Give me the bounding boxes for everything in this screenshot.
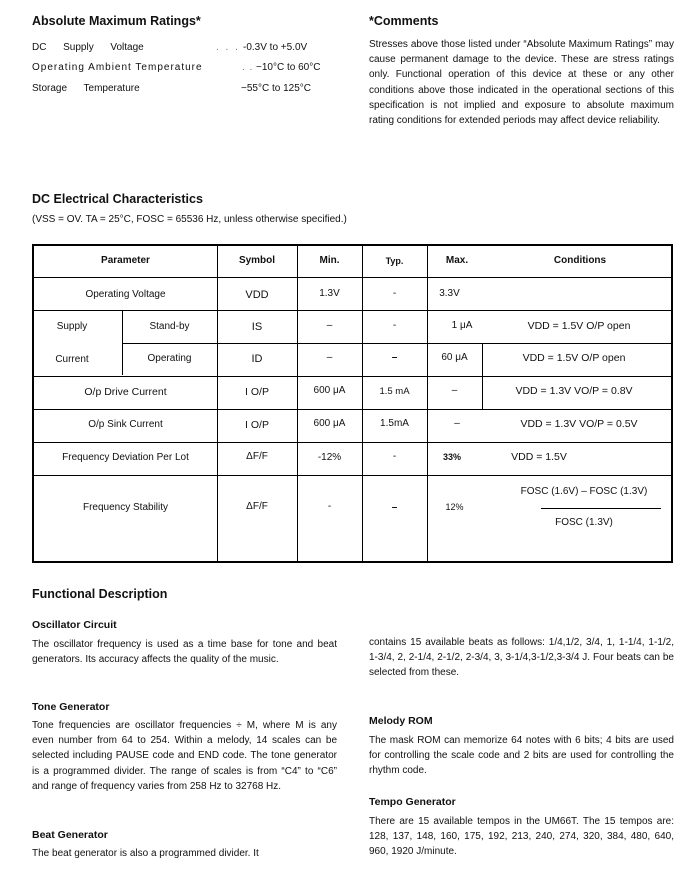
row-stab-symbol: ΔF/F bbox=[246, 501, 268, 512]
row-operating-cond: VDD = 1.5V O/P open bbox=[522, 352, 626, 364]
row-dev-param: Frequency Deviation Per Lot bbox=[62, 452, 189, 463]
row-sink-max: – bbox=[454, 418, 460, 429]
tone-title: Tone Generator bbox=[32, 701, 110, 713]
row-dev-max: 33% bbox=[442, 452, 461, 462]
abs-row-label: Storage Temperature bbox=[32, 83, 140, 94]
row-dev-typ: - bbox=[392, 451, 397, 462]
row-stab-cond-den: FOSC (1.3V) bbox=[555, 517, 613, 528]
row-stab-cond-num: FOSC (1.6V) – FOSC (1.3V) bbox=[520, 486, 648, 497]
rom-text: The mask ROM can memorize 64 notes with 6 bits; 4 bits are used for controlling the scale code and 2 bits are used for controlling the rhythm code. bbox=[369, 735, 674, 777]
row-stab-max: 12% bbox=[445, 502, 464, 512]
row-opvoltage-typ: - bbox=[392, 288, 397, 299]
abs-row-dots: . . . bbox=[216, 42, 240, 53]
row-dev-min: -12% bbox=[317, 452, 342, 463]
func-title: Functional Description bbox=[32, 587, 168, 601]
osc-title: Oscillator Circuit bbox=[32, 619, 117, 631]
abs-row-value: −55°C to 125°C bbox=[241, 83, 311, 94]
abs-row-label: Operating Ambient Temperature bbox=[32, 62, 203, 73]
row-sink-param: O/p Sink Current bbox=[88, 419, 163, 430]
tone-text: Tone frequencies are oscillator frequencies ÷ M, where M is any even number from 64 to 254. Within a melody, 14 scales can be selected including PAUSE code and END code. The tone generator is a programmed divider. The range of scales is from “C4” to “C6” and range of frequency varies from 258 Hz to 32768 Hz. bbox=[32, 720, 337, 792]
rom-title: Melody ROM bbox=[369, 715, 433, 727]
tempo-title: Tempo Generator bbox=[369, 796, 456, 808]
abs-row-temp bbox=[32, 62, 342, 73]
abs-row-label: DC Supply Voltage bbox=[32, 42, 144, 53]
beat-text: The beat generator is also a programmed divider. It bbox=[32, 848, 259, 859]
tempo-text: There are 15 available tempos in the UM66T. The 15 tempos are: 128, 137, 148, 160, 175, 192, 213, 240, 274, 320, 384, 480, 640, 960, 1920 J/minute. bbox=[369, 816, 674, 858]
row-opvoltage-param: Operating Voltage bbox=[85, 289, 166, 300]
row-drive-typ: 1.5 mA bbox=[379, 386, 410, 397]
row-opvoltage-min: 1.3V bbox=[319, 288, 340, 299]
row-stab-typ: – bbox=[391, 502, 398, 513]
comments-title: *Comments bbox=[369, 14, 439, 28]
header-conditions: Conditions bbox=[553, 255, 607, 266]
row-stab-min: - bbox=[327, 501, 332, 512]
row-opvoltage-symbol: VDD bbox=[245, 289, 269, 301]
current-label: Current bbox=[55, 354, 89, 365]
row-opvoltage-max: 3.3V bbox=[439, 288, 460, 299]
header-typ: Typ. bbox=[385, 256, 404, 266]
row-sink-typ: 1.5mA bbox=[380, 418, 409, 429]
dc-title: DC Electrical Characteristics bbox=[32, 192, 203, 206]
row-standby-cond: VDD = 1.5V O/P open bbox=[527, 320, 631, 332]
row-dev-cond: VDD = 1.5V bbox=[511, 451, 567, 463]
row-standby-min: – bbox=[326, 320, 333, 331]
row-standby-param: Stand-by bbox=[149, 321, 190, 332]
abs-max-title: Absolute Maximum Ratings* bbox=[32, 14, 201, 28]
row-drive-symbol: I O/P bbox=[245, 386, 269, 398]
row-operating-min: – bbox=[326, 352, 333, 363]
dc-subtitle: (VSS = OV. TA = 25°C, FOSC = 65536 Hz, unless otherwise specified.) bbox=[32, 214, 347, 225]
row-operating-param: Operating bbox=[147, 353, 192, 364]
supply-label: Supply bbox=[56, 321, 88, 332]
abs-row-storage bbox=[32, 83, 342, 94]
row-sink-cond: VDD = 1.3V VO/P = 0.5V bbox=[520, 418, 638, 430]
row-standby-max: 1 μA bbox=[451, 320, 473, 331]
abs-row-value: -0.3V to +5.0V bbox=[243, 42, 308, 53]
row-standby-typ: - bbox=[392, 320, 397, 331]
abs-row-supply bbox=[32, 42, 342, 53]
header-parameter: Parameter bbox=[101, 255, 150, 266]
beat-text-cont: contains 15 available beats as follows: 1/4,1/2, 3/4, 1, 1-1/4, 1-1/2, 1-3/4, 2, 2-1/4, 2-1/2, 2-3/4, 3, 3-1/4,3-1/2,3-3/4 J. Four beats can be selected from these. bbox=[369, 637, 674, 679]
row-stab-param: Frequency Stability bbox=[82, 502, 169, 513]
row-operating-typ: – bbox=[391, 352, 398, 363]
row-dev-symbol: ΔF/F bbox=[246, 451, 268, 462]
comments-text: Stresses above those listed under “Absolute Maximum Ratings” may cause permanent damage to the device. These are stress ratings only. Functional operation of this device at these or any other conditions above those indicated in the operational sections of this specification is not implied and exposure to absolute maximum rating conditions for extended periods may affect device reliability. bbox=[369, 39, 674, 127]
row-drive-min: 600 μA bbox=[313, 385, 346, 396]
row-operating-max: 60 μA bbox=[441, 352, 468, 363]
row-drive-cond: VDD = 1.3V VO/P = 0.8V bbox=[515, 385, 633, 397]
row-operating-symbol: ID bbox=[251, 353, 263, 365]
row-standby-symbol: IS bbox=[251, 321, 263, 333]
row-sink-min: 600 μA bbox=[313, 418, 346, 429]
dc-characteristics-table bbox=[32, 244, 673, 563]
row-drive-max: – bbox=[451, 385, 458, 396]
header-max: Max. bbox=[445, 255, 469, 266]
abs-row-dots: . . bbox=[242, 62, 254, 73]
header-symbol: Symbol bbox=[238, 255, 276, 266]
beat-title: Beat Generator bbox=[32, 829, 108, 841]
row-drive-param: O/p Drive Current bbox=[84, 386, 167, 398]
header-min: Min. bbox=[319, 255, 340, 266]
row-sink-symbol: I O/P bbox=[245, 419, 269, 431]
osc-text: The oscillator frequency is used as a time base for tone and beat generators. Its accuracy affects the quality of the music. bbox=[32, 639, 337, 666]
abs-row-value: −10°C to 60°C bbox=[256, 62, 321, 73]
